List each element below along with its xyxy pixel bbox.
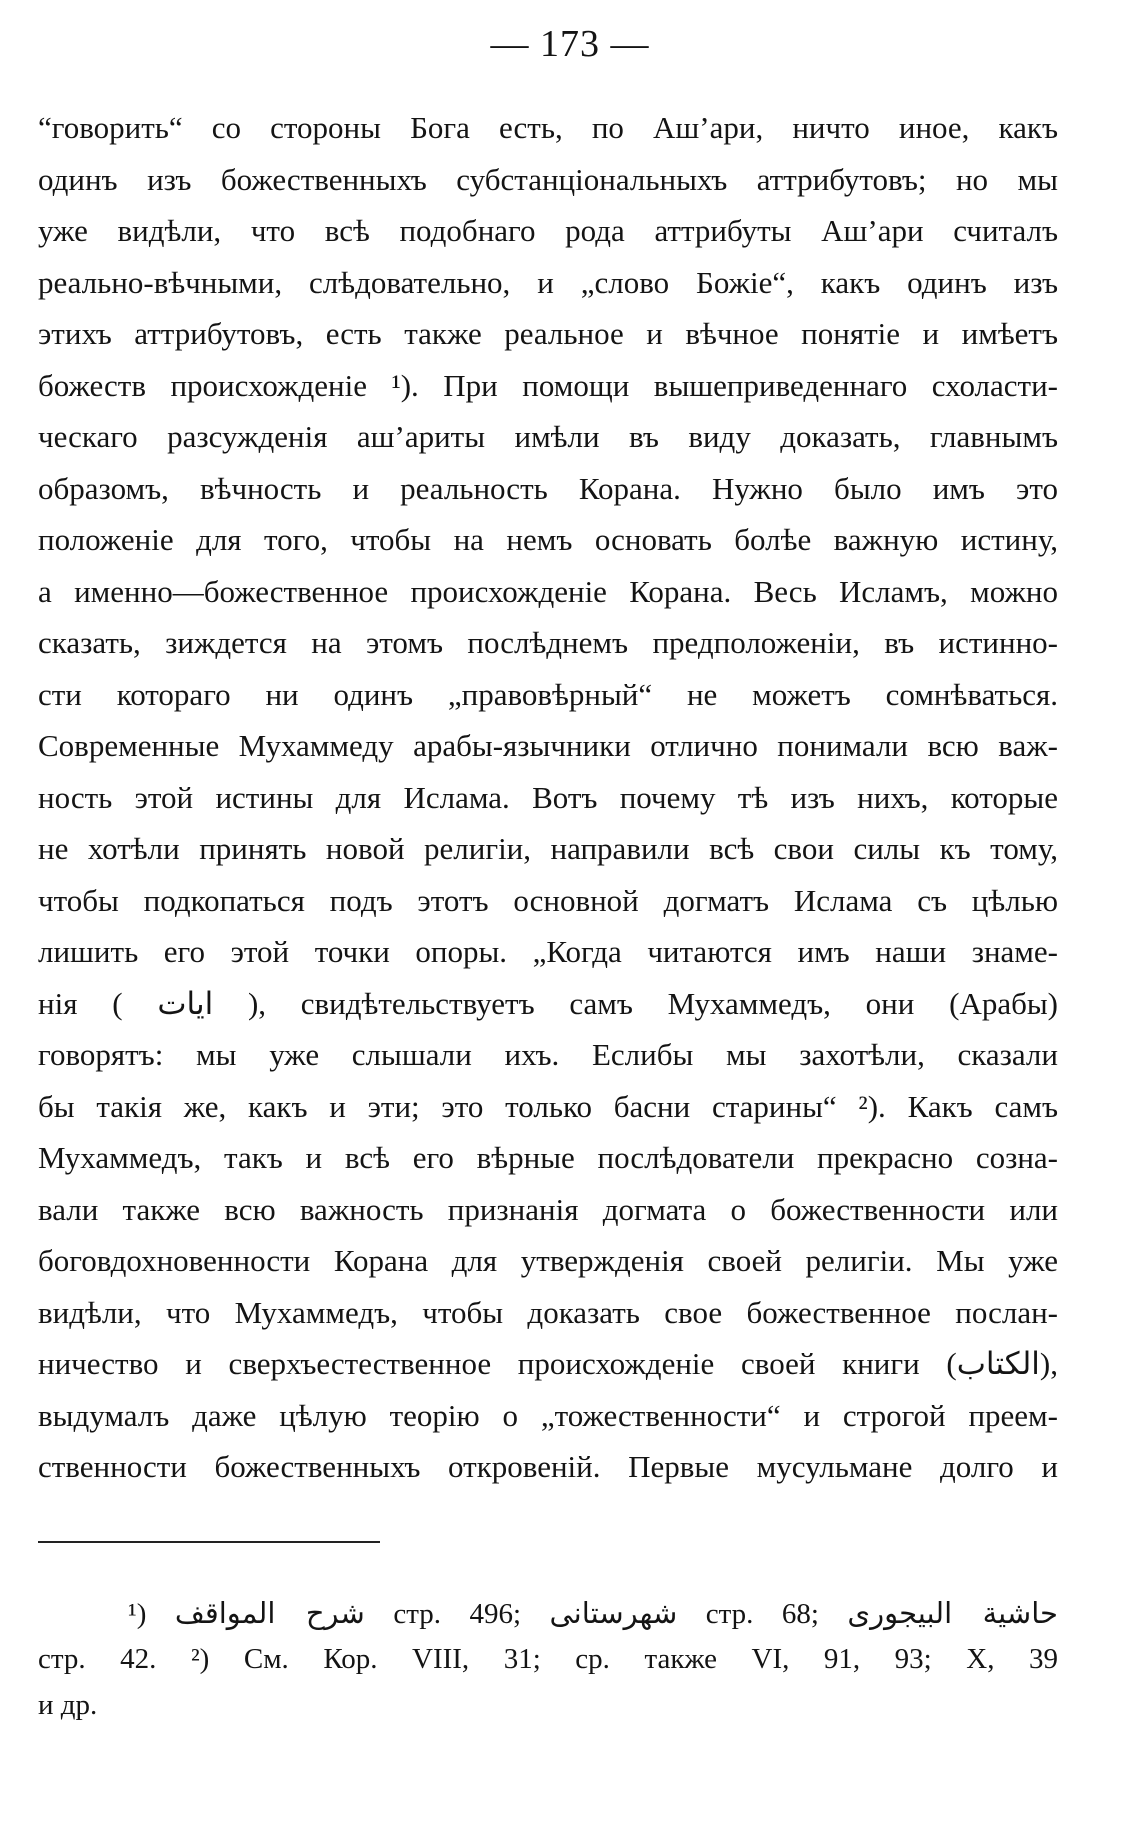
footnote-divider <box>38 1541 380 1543</box>
text-line: реально-вѣчными, слѣдовательно, и „слово Божіе“, какъ одинъ изъ <box>38 264 1058 300</box>
text-line: “говорить“ со стороны Бога есть, по Аш’ари, ничто иное, какъ <box>38 110 1058 145</box>
footnote-line: стр. 42. ²) См. Кор. VIII, 31; ср. также VI, 91, 93; X, 39 <box>38 1643 1058 1675</box>
text-fragment: ), <box>1039 1346 1058 1381</box>
text-line: лишить его этой точки опоры. „Когда читаются имъ наши знаме- <box>38 934 1058 969</box>
text-line: сти котораго ни одинъ „правовѣрный“ не можетъ сомнѣваться. <box>38 676 1058 712</box>
text-line-with-arabic <box>38 1338 1058 1390</box>
text-line: чтобы подкопаться подъ этотъ основной догматъ Ислама съ цѣлью <box>38 882 1058 918</box>
footnotes <box>38 1590 1058 1728</box>
text-line: сказать, зиждется на этомъ послѣднемъ предположеніи, въ истинно- <box>38 625 1058 660</box>
arabic-word: الكتاب <box>956 1346 1040 1382</box>
text-line: не хотѣли принять новой религіи, направили всѣ свои силы къ тому, <box>38 831 1058 866</box>
text-line: Мухаммедъ, такъ и всѣ его вѣрные послѣдователи прекрасно созна- <box>38 1140 1058 1175</box>
text-line: ственности божественныхъ откровеній. Первые мусульмане долго и <box>38 1449 1058 1484</box>
text-fragment: ), свидѣтельствуетъ самъ Мухаммедъ, они (Арабы) <box>247 985 1058 1021</box>
footnote-1 <box>38 1590 1058 1636</box>
footnote-line: и др. <box>38 1689 98 1721</box>
text-line-with-arabic <box>38 978 1058 1030</box>
main-text <box>38 102 1058 1493</box>
text-line: а именно—божественное происхожденіе Корана. Весь Исламъ, можно <box>38 573 1058 609</box>
text-fragment: ничество и сверхъестественное происхожденіе своей книги ( <box>38 1346 957 1381</box>
footnote-marker: ¹) <box>128 1598 147 1630</box>
text-line: божеств происхожденіе ¹). При помощи вышеприведеннаго схоласти- <box>38 367 1058 403</box>
text-line: уже видѣли, что всѣ подобнаго рода аттрибуты Аш’ари считалъ <box>38 213 1058 248</box>
text-line: выдумалъ даже цѣлую теорію о „тожественности“ и строгой преем- <box>38 1397 1058 1433</box>
arabic-word: ايات <box>157 985 214 1022</box>
text-fragment: нія ( <box>38 985 123 1021</box>
text-line: Современные Мухаммеду арабы-язычники отлично понимали всю важ- <box>38 728 1058 763</box>
text-line: этихъ аттрибутовъ, есть также реальное и вѣчное понятіе и имѣетъ <box>38 316 1058 351</box>
text-line: положеніе для того, чтобы на немъ основать болѣе важную истину, <box>38 522 1058 557</box>
page-number: — 173 — <box>490 23 650 65</box>
footnote-ref: стр. 68; <box>705 1598 819 1630</box>
text-line: боговдохновенности Корана для утвержденія своей религіи. Мы уже <box>38 1243 1058 1278</box>
text-line: одинъ изъ божественныхъ субстанціональныхъ аттрибутовъ; но мы <box>38 161 1058 197</box>
text-line: видѣли, что Мухаммедъ, чтобы доказать свое божественное послан- <box>38 1294 1058 1330</box>
text-line: образомъ, вѣчность и реальность Корана. Нужно было имъ это <box>38 470 1058 506</box>
arabic-source: حاشية البيجورى <box>847 1596 1058 1630</box>
arabic-source: شهرستانى <box>549 1596 678 1630</box>
arabic-source: شرح المواقف <box>174 1596 365 1630</box>
text-line: ческаго разсужденія аш’ариты имѣли въ виду доказать, главнымъ <box>38 419 1058 454</box>
text-line: ность этой истины для Ислама. Вотъ почему тѣ изъ нихъ, которые <box>38 779 1058 815</box>
footnote-ref: стр. 496; <box>393 1598 522 1630</box>
text-line: вали также всю важность признанія догмата о божественности или <box>38 1191 1058 1227</box>
text-line: бы такія же, какъ и эти; это только басни старины“ ²). Какъ самъ <box>38 1088 1058 1124</box>
text-line: говорятъ: мы уже слышали ихъ. Еслибы мы захотѣли, сказали <box>38 1037 1058 1072</box>
